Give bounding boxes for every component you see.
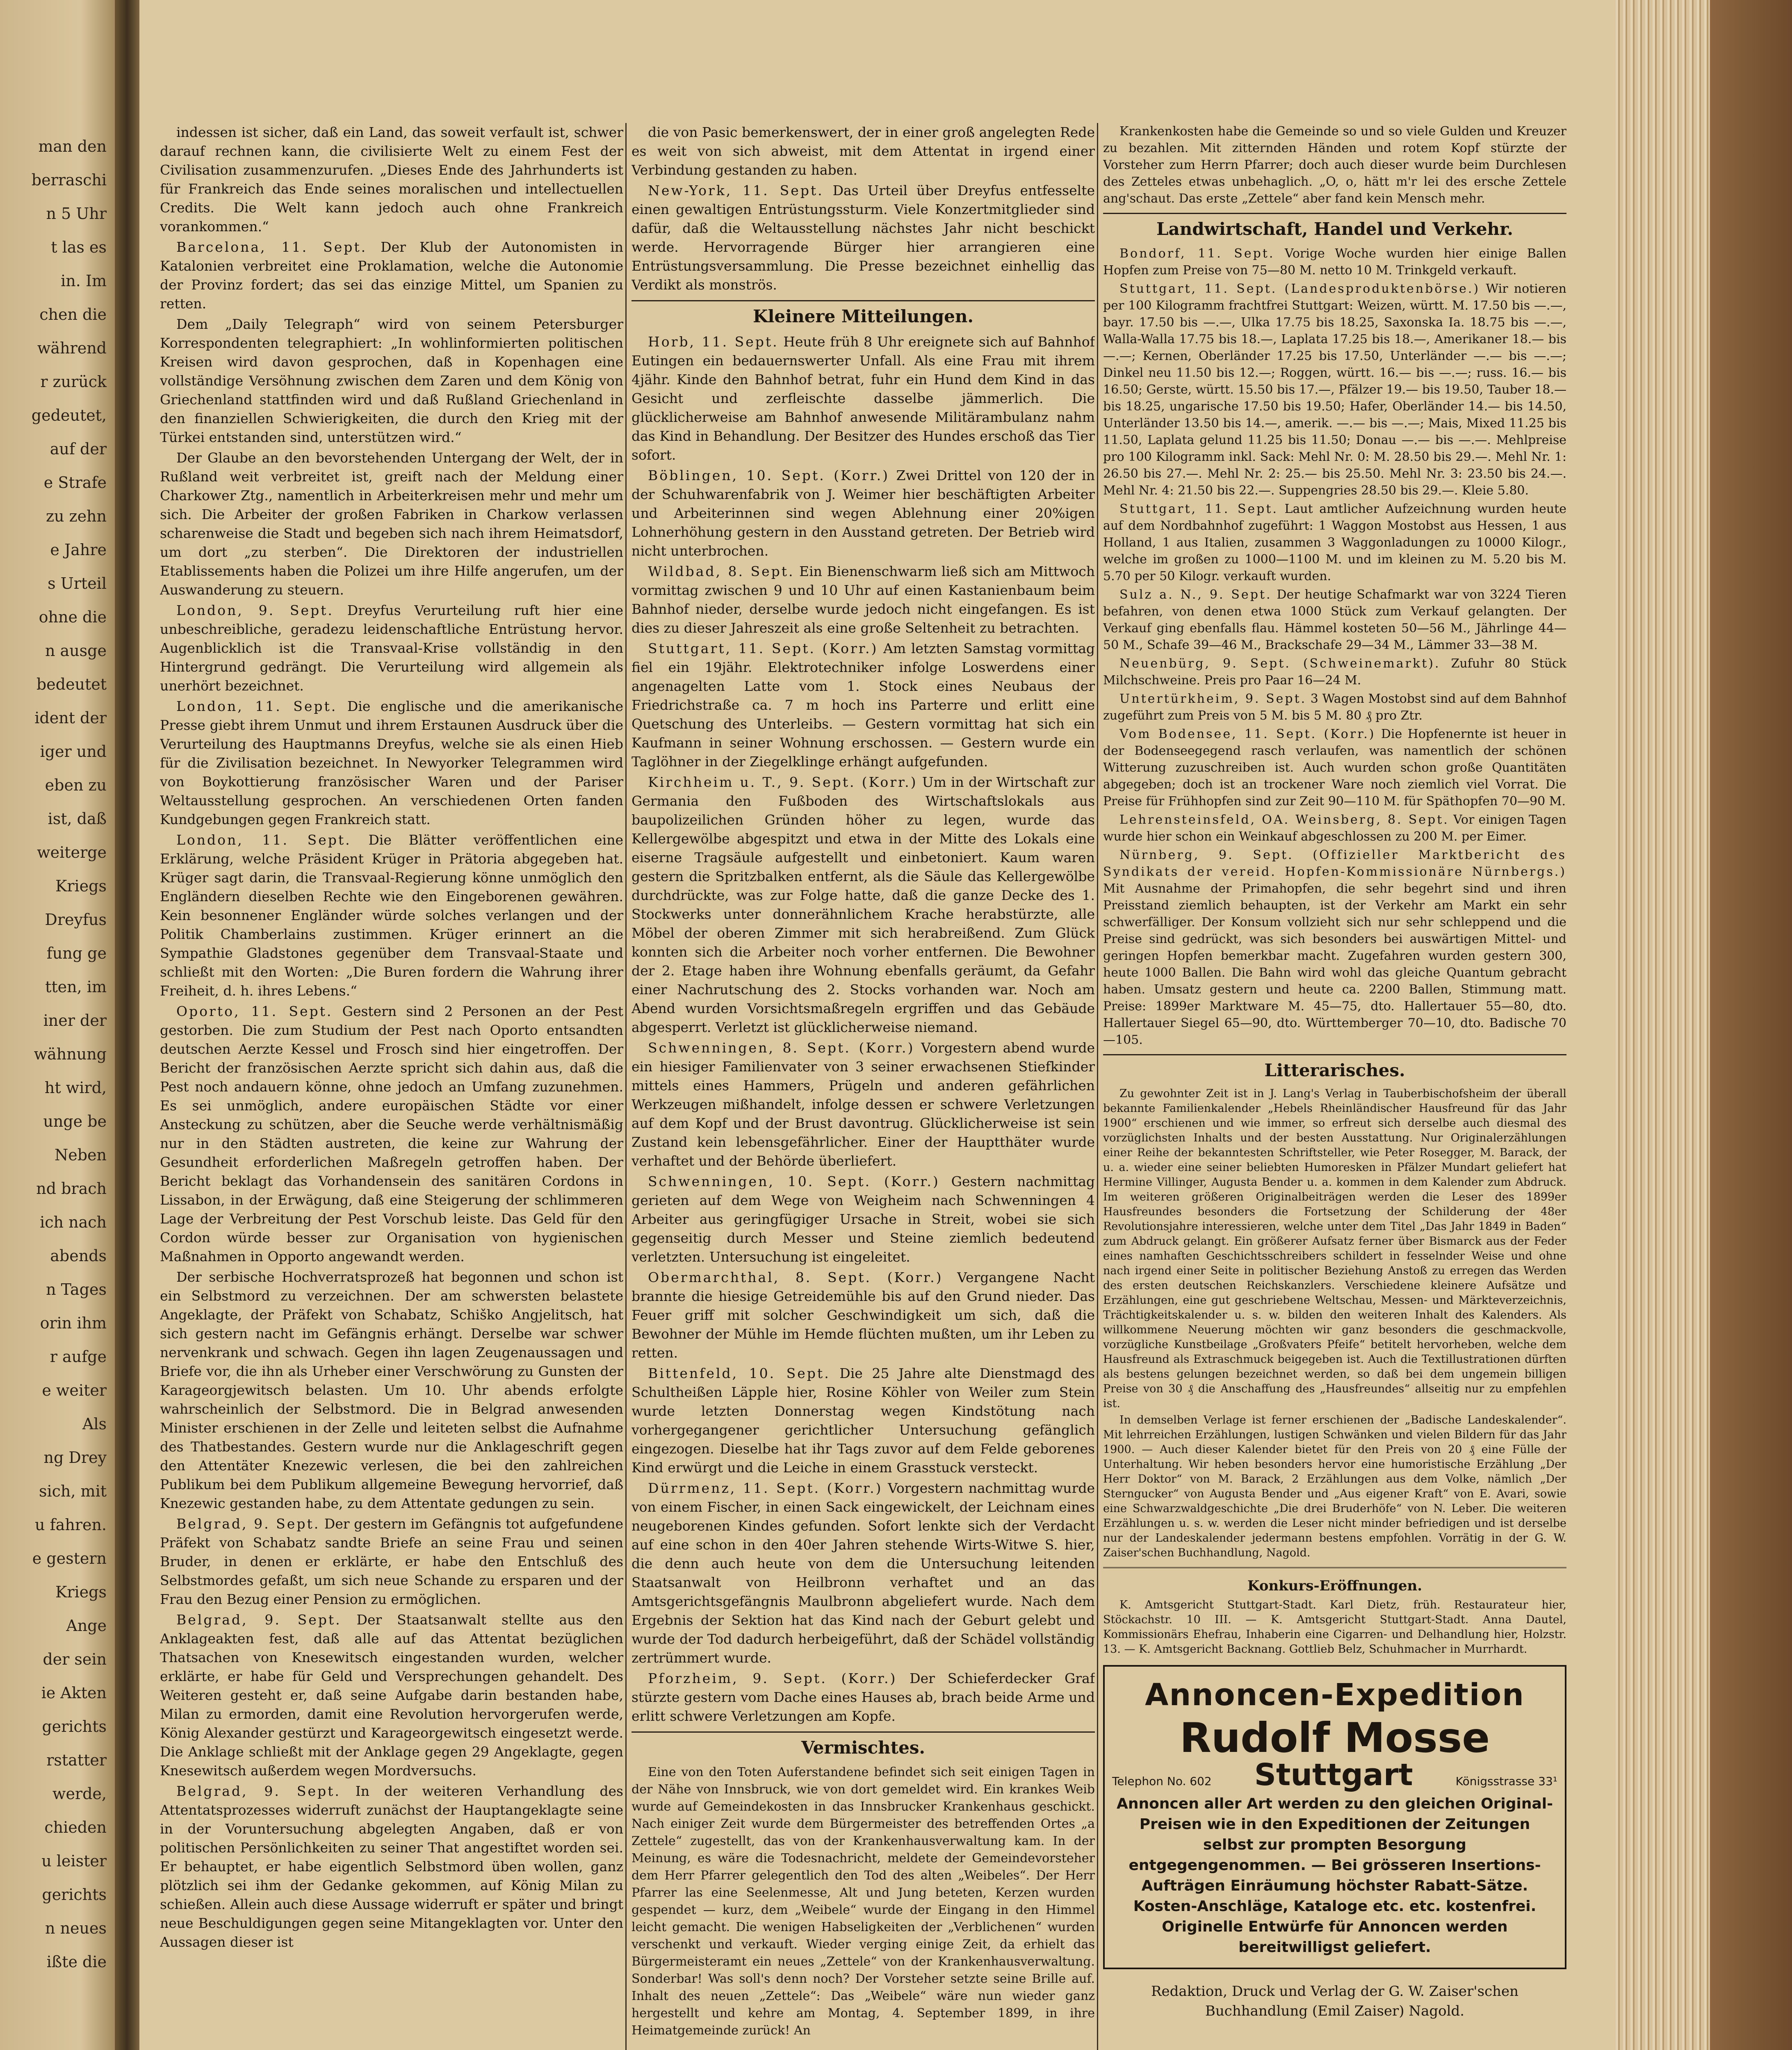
market-report xyxy=(1103,655,1566,689)
article-paragraph: Krankenkosten habe die Gemeinde so und so viele Gulden und Kreuzer zu bezahlen. Mit zitternden Händen und rotem Kopf stürzte der Vorsteher zum Herrn Pfarrer; doch auch dieser wurde beim Durchlesen des Zetteles etwas unbehaglich. „O, o, hätt m'r lei des ersche Zettele ang'schaut. Das erste „Zettele“ aber fand kein Mensch mehr. xyxy=(1103,124,1566,206)
article-paragraph xyxy=(160,1515,623,1609)
dateline: Lehrensteinsfeld, OA. Weinsberg, 8. Sept. xyxy=(1119,813,1449,827)
facing-page-text-fragment: n neues xyxy=(45,1919,107,1937)
facing-page-text-fragment: fung ge xyxy=(46,944,107,962)
facing-page-text-fragment: nd brach xyxy=(36,1180,107,1198)
facing-page-text-fragment: e weiter xyxy=(42,1381,107,1399)
facing-page-text-fragment: chen die xyxy=(39,305,107,323)
news-item xyxy=(632,562,1095,638)
article-paragraph: In demselben Verlage ist ferner erschienen der „Badische Landeskalender“. Mit lehrreichen Erzählungen, lustigen Schwänken und vielen Bildern für das Jahr 1900. — Auch dieser Kalender bietet für den Preis von 20 ₰ eine Fülle der Unterhaltung. Wir heben besonders hervor eine humoristische Erzählung „Der Herr Doktor“ von M. Barack, 2 Erzählungen aus dem Volke, nämlich „Der Sterngucker“ von Augusta Bender und „Aus eigener Kraft“ von E. Avari, sowie eine Schwarzwaldgeschichte „Die drei Bruderhöfe“ von N. Leber. Die weiteren Erzählungen u. s. w. werden die Leser nicht minder befriedigen und ist derselbe nur der Landeskalender jedermann bestens empfohlen. Vorrätig in der G. W. Zaiser'schen Buchhandlung, Nagold. xyxy=(1103,1414,1566,1559)
dateline: Nürnberg, 9. Sept. (Offizieller Marktbericht des Syndikats der vereid. Hopfen-Kommissionäre Nürnbergs.) xyxy=(1103,848,1566,879)
dateline: Wildbad, 8. Sept. xyxy=(648,563,795,579)
article-text: Dreyfus Verurteilung ruft hier eine unbeschreibliche, geradezu leidenschaftliche Entrüstung hervor. Augenblicklich ist die Transvaal-Krise vollständig in den Hintergrund gedrängt. Die Verurteilung wird allgemein als unerhört bezeichnet. xyxy=(160,602,623,694)
facing-page-text-fragment: ist, daß xyxy=(48,810,107,828)
column-rule xyxy=(625,123,627,2050)
dateline: Schwenningen, 10. Sept. (Korr.) xyxy=(648,1173,940,1189)
facing-page-text-fragment: ißte die xyxy=(46,1953,107,1971)
imprint: Redaktion, Druck und Verlag der G. W. Zaiser'schen Buchhandlung (Emil Zaiser) Nagold. xyxy=(1151,1983,1519,2019)
facing-page-text-fragment: e Jahre xyxy=(50,541,107,559)
facing-page-text-fragment: Kriegs xyxy=(55,1583,107,1601)
dateline: Horb, 11. Sept. xyxy=(648,334,779,350)
article-text: Laut amtlicher Aufzeichnung wurden heute auf dem Nordbahnhof zugeführt: 1 Waggon Mostobst aus Hessen, 1 aus Holland, 1 aus Italien, zusammen 3 Waggonladungen zu 10000 Kilogr., welche im großen zu 1000—1100 M. und im kleinen zu M. 5.20 bis M. 5.70 per 50 Kilogr. verkauft wurden. xyxy=(1103,502,1566,583)
article-text: Der heutige Schafmarkt war von 3224 Tieren befahren, von denen etwa 1000 Stück zum Verkauf gelangten. Der Verkauf ging ebenfalls flau. Hämmel kosteten 50—56 M., Jährlinge 44—50 M., Schafe 39—46 M., Brackschafe 29—34 M., Lämmer 33—38 M. xyxy=(1103,588,1566,652)
dateline: Vom Bodensee, 11. Sept. (Korr.) xyxy=(1119,727,1376,741)
dateline: Belgrad, 9. Sept. xyxy=(176,1783,341,1799)
facing-page-text-fragment: der sein xyxy=(43,1650,107,1668)
facing-page-text-fragment: s Urteil xyxy=(48,574,107,592)
ad-city: Stuttgart xyxy=(1254,1757,1413,1793)
dateline: London, 9. Sept. xyxy=(176,602,334,618)
article-text: Der Staatsanwalt stellte aus den Anklageakten fest, daß alle auf das Attentat bezüglichen Thatsachen von Knesewitsch eingestanden wurden, welcher erklärte, er habe für Geld und Versprechungen gehandelt. Des Weiteren gesteht er, daß seine Aufgabe darin bestanden habe, Milan zu ermorden, damit eine Revolution hervorgerufen werde, König Alexander gestürzt und Karageorgewitsch eingesetzt werde. Die Anklage schließt mit der Anklage gegen 29 Angeklagte, gegen Knesewitsch außerdem wegen Mordversuchs. xyxy=(160,1612,623,1779)
facing-page-text-fragment: r aufge xyxy=(50,1348,107,1366)
facing-page-text-fragment: ht wird, xyxy=(44,1079,107,1097)
article-text: Die englische und die amerikanische Presse giebt ihrem Unmut und ihrem Erstaunen Ausdruck über die Verurteilung des Hauptmanns Dreyfus, welche sie als einen Hieb für die Zivilisation bezeichnet. In Newyorker Telegrammen wird von Boykottierung französischer Waren und der Pariser Weltausstellung gesprochen. An verschiedenen Orten fanden Kundgebungen gegen Frankreich statt. xyxy=(160,698,623,827)
facing-page-text-fragment: ident der xyxy=(34,709,107,727)
article-text: Vorige Woche wurden hier einige Ballen Hopfen zum Preise von 75—80 M. netto 10 M. Trinkgeld verkauft. xyxy=(1103,246,1566,278)
facing-page-text-fragment: r zurück xyxy=(40,373,107,391)
ad-address-row xyxy=(1112,1757,1557,1793)
book-page-edges xyxy=(1616,0,1792,2050)
ad-company-name: Rudolf Mosse xyxy=(1179,1714,1490,1762)
article-paragraph xyxy=(160,1782,623,1952)
dateline: Kirchheim u. T., 9. Sept. (Korr.) xyxy=(648,774,918,790)
facing-page-text-fragment: auf der xyxy=(50,440,107,458)
dateline: London, 11. Sept. xyxy=(176,698,337,714)
market-report xyxy=(1103,586,1566,654)
news-item xyxy=(632,1172,1095,1266)
article-paragraph xyxy=(160,831,623,1000)
news-item xyxy=(632,1364,1095,1477)
ad-heading: Annoncen-Expedition xyxy=(1145,1677,1525,1713)
section-heading: Vermischtes. xyxy=(632,1731,1095,1760)
article-text: Die 25 Jahre alte Dienstmagd des Schultheißen Läpple hier, Rosine Köhler von Weiler zum Stein wurde letzten Donnerstag wegen Kindstötung nach vorhergegangener gerichtlicher Untersuchung gefänglich eingezogen. Dieselbe hat ihr Tags zuvor auf dem Felde geborenes Kind erwürgt und die Leiche in einem Grasstuck versteckt. xyxy=(632,1365,1095,1476)
article-text: Wir notieren per 100 Kilogramm frachtfrei Stuttgart: Weizen, württ. M. 17.50 bis —.—, bayr. 17.50 bis —.—, Ulka 17.75 bis 18.25, Saxonska Ia. 18.75 bis —.—, Walla-Walla 17.75 bis 18.—, Laplata 17.25 bis 18.—, Amerikaner 18.— bis —.—; Kernen, Oberländer 17.25 bis 17.50, Unterländer —.— bis —.—; Dinkel neu 11.50 bis 12.—; Roggen, württ. 16.— bis —.—; russ. 16.— bis 16.50; Gerste, württ. 15.50 bis 17.—, Pfälzer 19.— bis 19.50, Tauber 18.— bis 18.25, ungarische 17.50 bis 19.50; Hafer, Oberländer 14.— bis 14.50, Unterländer 13.50 bis 14.—, amerik. —.— bis —.—; Mais, Mixed 11.25 bis 11.50, Laplata gelund 11.25 bis 11.50; Donau —.— bis —.—. Mehlpreise pro 100 Kilogramm inkl. Sack: Mehl Nr. 0: M. 28.50 bis 29.—. Mehl Nr. 1: 26.50 bis 27.—. Mehl Nr. 2: 25.— bis 25.50. Mehl Nr. 3: 23.50 bis 24.—. Mehl Nr. 4: 21.50 bis 22.—. Suppengries 28.50 bis 29.—. Kleie 5.80. xyxy=(1103,282,1566,498)
section-heading: Litterarisches. xyxy=(1103,1054,1566,1082)
article-text: Die Blätter veröffentlichen eine Erklärung, welche Präsident Krüger in Prätoria abgegeben hat. Krüger sagt darin, die Transvaal-Regierung könne unmöglich den Engländern dieselben Rechte wie den Eingeborenen gewähren. Kein besonnener Engländer würde solches verlangen und der Politik Chamberlains zustimmen. Krüger erinnert an die Sympathie Gladstones gegenüber dem Transvaal-Staate und schließt mit den Worten: „Die Buren fordern die Wahrung ihrer Freiheit, d. h. ihres Lebens.“ xyxy=(160,832,623,999)
article-paragraph: die von Pasic bemerkenswert, der in einer groß angelegten Rede es weit von sich abweist, mit dem Attentat in irgend einer Verbindung gestanden zu haben. xyxy=(632,124,1095,178)
column-2 xyxy=(632,123,1095,2050)
notice-text: K. Amtsgericht Stuttgart-Stadt. Karl Dietz, früh. Restaurateur hier, Stöckachstr. 10 III. — K. Amtsgericht Stuttgart-Stadt. Anna Dautel, Kommissionärs Ehefrau, Inhaberin eine Cigarren- und Delhandlung hier, Holzstr. 13. — K. Amtsgericht Backnang. Gottlieb Belz, Schuhmacher in Murrhardt. xyxy=(1103,1599,1566,1656)
column-1 xyxy=(160,123,623,2050)
article-paragraph: Der serbische Hochverratsprozeß hat begonnen und schon ist ein Selbstmord zu verzeichnen. Der am schwersten belastete Angeklagte, der Präfekt von Schabatz, Schiško Angjelitsch, hat sich gestern nacht im Gefängnis erhängt. Derselbe war schwer nervenkrank und schwach. Gegen ihn lagen Zeugenaussagen und Briefe vor, die ihn als Urheber einer Verschwörung zu Gunsten der Karageorgjewitsch belasten. Um 10. Uhr abends erfolgte wahrscheinlich der Selbstmord. Die in Belgrad anwesenden Minister erschienen in der Zelle und leiteten selbst die Aufnahme des Thatbestandes. Gestern wurde nur die Anklageschrift gegen den Attentäter Knezewic verlesen, die bei den zahlreichen Publikum bei dem Publikum allgemeine Bewegung hervorrief, daß Knezewic gestanden habe, zu dem Attentate gedungen zu sein. xyxy=(160,1269,623,1511)
article-text: Der Schieferdecker Graf stürzte gestern vom Dache eines Hauses ab, brach beide Arme und erlitt schwere Verletzungen am Kopfe. xyxy=(632,1670,1095,1724)
facing-page-text-fragment: orin ihm xyxy=(40,1314,107,1332)
facing-page-text-fragment: sich, mit xyxy=(39,1482,107,1500)
facing-page-text-fragment: man den xyxy=(38,137,107,155)
facing-page-text-fragment: tten, im xyxy=(45,978,107,996)
article-text: Das Urteil über Dreyfus entfesselte einen gewaltigen Entrüstungssturm. Viele Konzertmitglieder sind dafür, daß die Weltausstellung nächstes Jahr nicht beschickt werde. Hervorragende Bürger hier arrangieren eine Entrüstungsversammlung. Die Presse bezeichnet einhellig das Verdikt als monströs. xyxy=(632,182,1095,293)
article-paragraph xyxy=(160,238,623,313)
article-paragraph: Der Glaube an den bevorstehenden Untergang der Welt, der in Rußland weit verbreitet ist, greift nach der Meldung einer Charkower Ztg., namentlich in Arbeiterkreisen mehr und mehr um sich. Die Arbeiter der großen Fabriken in Charkow verlassen scharenweise die Stadt und begeben sich nach ihrem Heimatsdorf, um dort „zu sterben“. Die Direktoren der industriellen Etablissements haben die Polizei um ihre Hilfe angerufen, um der Auswanderung zu steuern. xyxy=(160,450,623,598)
dateline: Barcelona, 11. Sept. xyxy=(176,239,367,255)
facing-page-text-fragment: berraschi xyxy=(31,171,107,189)
facing-page-text-fragment: während xyxy=(37,339,107,357)
facing-page-text-fragment: n ausge xyxy=(45,642,107,660)
article-text: Gestern sind 2 Personen an der Pest gestorben. Die zum Studium der Pest nach Oporto entsandten deutschen Aerzte Kessel und Frosch sind hier eingetroffen. Der Bericht der französischen Aerzte spricht sich dahin aus, daß die Pest noch andauern könne, ohne jedoch an Umfang zuzunehmen. Es sei unmöglich, andere europäischen Städte vor einer Ansteckung zu schützen, aber die Seuche werde verhältnismäßig nur in den Städten austreten, die keine zur Wahrung der Gesundheit erforderlichen Maßregeln getroffen haben. Der Bericht beklagt das Vorhandensein des sanitären Cordons in Lissabon, in der Erwägung, daß eine Steigerung der schlimmeren Lage der Verbreitung der Pest Vorschub leiste. Das Geld für den Cordon würde besser zur Organisation von hygienischen Maßnahmen in Opporto angewandt werden. xyxy=(160,1003,623,1264)
news-item xyxy=(632,466,1095,560)
article-text: Gestern nachmittag gerieten auf dem Wege von Weigheim nach Schwenningen 4 Arbeiter aus geringfügiger Ursache in Streit, wobei sie sich gegenseitig durch Messer und Steine ziemlich bedeutend verletzten. Untersuchung ist eingeleitet. xyxy=(632,1173,1095,1265)
article-paragraph: indessen ist sicher, daß ein Land, das soweit verfault ist, schwer darauf rechnen kann, die civilisierte Welt zu einem Fest der Civilisation zusammenzurufen. „Dieses Ende des Jahrhunderts ist für Frankreich das Ende seines moralischen und intellectuellen Credits. Die Welt kann jedoch auch ohne Frankreich vorankommen.“ xyxy=(160,124,623,235)
market-report xyxy=(1103,726,1566,810)
facing-page-text-fragment: Dreyfus xyxy=(45,911,107,929)
facing-page-text-fragment: gerichts xyxy=(42,1886,107,1904)
facing-page-text-fragment: in. Im xyxy=(61,272,107,290)
dateline: Untertürkheim, 9. Sept. xyxy=(1119,692,1307,706)
section-heading: Landwirtschaft, Handel und Verkehr. xyxy=(1103,213,1566,241)
facing-page-text-fragment: eben zu xyxy=(45,776,107,794)
dateline: Neuenbürg, 9. Sept. (Schweinemarkt). xyxy=(1119,656,1441,671)
news-item xyxy=(632,639,1095,771)
facing-page-text-fragment: rstatter xyxy=(46,1751,107,1769)
article-paragraph xyxy=(160,1610,623,1780)
facing-page-text-fragment: Kriegs xyxy=(55,877,107,895)
facing-page-text-fragment: ie Akten xyxy=(41,1684,107,1702)
dateline: Bondorf, 11. Sept. xyxy=(1119,246,1275,261)
article-text: Der Klub der Autonomisten in Katalonien verbreitet eine Proklamation, welche die Autonomie der Provinz fordert; das sei das einzige Mittel, um Spanien zu retten. xyxy=(160,239,623,312)
facing-page-text-fragment: zu zehn xyxy=(46,507,107,525)
facing-page-text-fragment: u leister xyxy=(41,1852,107,1870)
facing-page-text-fragment: chieden xyxy=(44,1818,107,1836)
article-text: Die Hopfenernte ist heuer in der Bodenseegegend rasch verlaufen, was namentlich der schönen Witterung zuzuschreiben ist. Auch wurden schon große Quantitäten abgegeben; doch ist an trockener Ware noch ziemlich viel Vorrat. Die Preise für Frühhopfen sind zur Zeit 90—110 M. für Späthopfen 70—90 M. xyxy=(1103,727,1566,809)
section-heading: Kleinere Mitteilungen. xyxy=(632,300,1095,328)
market-report xyxy=(1103,811,1566,845)
dateline: Belgrad, 9. Sept. xyxy=(176,1516,320,1532)
dateline: Dürrmenz, 11. Sept. (Korr.) xyxy=(648,1480,883,1496)
market-report xyxy=(1103,280,1566,499)
market-report xyxy=(1103,847,1566,1048)
section-heading: Konkurs-Eröffnungen. xyxy=(1247,1578,1423,1594)
facing-page-text-fragment: ich nach xyxy=(40,1213,107,1231)
facing-page-text-fragment: e Strafe xyxy=(43,474,107,492)
news-item xyxy=(632,333,1095,465)
article-paragraph: Dem „Daily Telegraph“ wird von seinem Petersburger Korrespondenten telegraphiert: „In wohlinformierten politischen Kreisen wird davon gesprochen, daß in Kopenhagen eine vollständige Versöhnung zwischen dem Zaren und dem König von Griechenland stattfinden wird und daß Rußland Griechenland in den finanziellen Schwierigkeiten, die durch den Krieg mit der Türkei entstanden sind, unterstützen wird.“ xyxy=(160,316,623,445)
facing-page-text-fragment: t las es xyxy=(51,238,107,256)
facing-page-text-fragment: iner der xyxy=(43,1011,107,1030)
article-text: Um in der Wirtschaft zur Germania den Fußboden des Wirtschaftslokals aus baupolizeilichen Gründen höher zu legen, wurde das Kellergewölbe abgespitzt und etwa in der Mitte des Lokals eine eiserne Tragsäule aufgestellt und einbetoniert. Kaum waren gestern die Spritzbalken entfernt, als die Säule das Kellergewölbe durchdrückte, was zur Folge hatte, daß die ganze Decke des 1. Stockwerks unter donnerähnlichem Krache herabstürzte, alle Möbel der oberen Zimmer mit sich herabreißend. Zum Glück konnten sich die Arbeiter noch vorher entfernen. Die Bewohner der 2. Etage haben ihre Wohnung ebenfalls geräumt, da Gefahr einer Nachrutschung des 2. Stocks vorhanden war. Noch am Abend wurden Vorsichtsmaßregeln ergriffen und das Gebäude abgesperrt. Verletzt ist glücklicherweise niemand. xyxy=(632,774,1095,1035)
article-text: Am letzten Samstag vormittag fiel ein 19jähr. Elektrotechniker infolge Loswerdens einer angenagelten Latte vom 1. Stock eines Neubaus der Friedrichstraße ca. 7 m hoch ins Parterre und erlitt eine Quetschung des Unterleibs. — Gestern vormittag hat sich ein Kaufmann in seiner Wohnung erschossen. — Gestern wurde ein Taglöhner in der Ziegelklinge erhängt aufgefunden. xyxy=(632,640,1095,770)
article-paragraph xyxy=(160,601,623,695)
dateline: Pforzheim, 9. Sept. (Korr.) xyxy=(648,1670,897,1686)
article-text: 3 Wagen Mostobst sind auf dem Bahnhof zugeführt zum Preis von 5 M. bis 5 M. 80 ₰ pro Ztr. xyxy=(1103,692,1566,723)
facing-page-text-fragment: abends xyxy=(50,1247,107,1265)
article-text: Vor einigen Tagen wurde hier schon ein Weinkauf abgeschlossen zu 200 M. per Eimer. xyxy=(1103,813,1566,844)
facing-page-text-fragment: e gestern xyxy=(32,1549,107,1567)
ad-telephone: Telephon No. 602 xyxy=(1112,1774,1212,1788)
news-item xyxy=(632,1039,1095,1171)
article-text: In der weiteren Verhandlung des Attentatsprozesses widerruft zunächst der Hauptangeklagte seine in der Voruntersuchung abgelegten Angaben, daß er von politischen Persönlichkeiten zu seiner That angestiftet worden sei. Er behauptet, er habe eigentlich Selbstmord üben wollen, ganz plötzlich sei ihm der Gedanke gekommen, auf König Milan zu schießen. Allein auch diese Aussage widerruft er später und bringt neue Beschuldigungen gegen seine Mitangeklagten vor. Unter den Aussagen dieser ist xyxy=(160,1783,623,1950)
market-report xyxy=(1103,690,1566,724)
column-3 xyxy=(1103,123,1566,2050)
article-paragraph xyxy=(632,181,1095,294)
facing-page-text-fragment: u fahren. xyxy=(35,1516,107,1534)
article-paragraph: Eine von den Toten Auferstandene befindet sich seit einigen Tagen in der Nähe von Innsbruck, wie von dort gemeldet wird. Ein krankes Weib wurde auf Gemeindekosten in das Innsbrucker Krankenhaus geschickt. Nach einiger Zeit wurde dem Bürgermeister des betreffenden Ortes „a Zettele“ zugestellt, das von der Krankenhausverwaltung kam. In der Meinung, es wäre die Todesnachricht, meldete der Gemeindevorsteher dem Herr Pfarrer gelegentlich den Tod des alten „Weibeles“. Der Herr Pfarrer las eine Seelenmesse, Alt und Jung beteten, Kerzen wurden gespendet — kurz, dem „Weibele“ wurde der Eingang in den Himmel leicht gemacht. Die wenigen Habseligkeiten der „Verblichenen“ wurden verschenkt und verkauft. Wieder verging einige Zeit, da erhielt das Bürgermeisteramt ein neues „Zettele“ von der Krankenhausverwaltung. Sonderbar! Was soll's denn noch? Der Vorsteher setzte seine Brille auf. Inhalt des neuen „Zettele“: Das „Weibele“ wäre nun wieder ganz hergestellt und kehre am Montag, 4. September 1899, in ihre Heimatgemeinde zurück! An xyxy=(632,1765,1095,2038)
facing-page-text-fragment: n 5 Uhr xyxy=(46,205,107,223)
dateline: Oporto, 11. Sept. xyxy=(176,1003,333,1019)
ad-body: Annoncen aller Art werden zu den gleichen Original-Preisen wie in den Expeditionen der Zeitungen selbst zur prompten Besorgung entgegengenommen. — Bei grösseren Insertions-Aufträgen Einräumung höchster Rabatt-Sätze. Kosten-Anschläge, Kataloge etc. etc. kostenfrei. Originelle Entwürfe für Annoncen werden bereitwilligst geliefert. xyxy=(1116,1795,1553,1956)
bankruptcy-notices xyxy=(1103,1567,1566,1657)
facing-page-text-fragment: bedeutet xyxy=(36,675,107,693)
facing-page-text-fragment: ohne die xyxy=(39,608,107,626)
dateline: Sulz a. N., 9. Sept. xyxy=(1119,588,1272,602)
dateline: New-York, 11. Sept. xyxy=(648,182,824,198)
facing-page-fragment xyxy=(0,0,115,2050)
article-paragraph: Zu gewohnter Zeit ist in J. Lang's Verlag in Tauberbischofsheim der überall bekannte Familienkalender „Hebels Rheinländischer Hausfreund für das Jahr 1900“ erschienen und wie immer, so erfreut sich derselbe auch diesmal des vorzüglichsten Inhalts und der besten Ausstattung. Nur Originalerzählungen einer Reihe der bekanntesten Schriftsteller, wie Peter Rosegger, M. Barack, der u. a. wieder eine seiner beliebten Humoresken in Pfälzer Mundart geliefert hat Hermine Villinger, Augusta Bender u. a. kommen in dem Kalender zum Abdruck. Im weiteren größeren Originalbeiträgen werden die Leser des 1899er Hausfreundes besonders die Fortsetzung der Schilderung der 48er Revolutionsjahre interessieren, welche unter dem Titel „Das Jahr 1849 in Baden“ zum Abdruck gelangt. Ein größerer Aufsatz ferner über Bismarck aus der Feder eines namhaften Geschichtsschreibers schildert in fesselnder Weise und ohne nach irgend einer Seite in politischer Beziehung Anstoß zu erregen das Werden des ersten deutschen Reichskanzlers. Verschiedene kleinere Aufsätze und Erzählungen, eine gut geschriebene Weltschau, Messen- und Märkteverzeichnis, Trächtigkeitskalender u. s. w. bilden den weiteren Inhalt des Kalenders. Als willkommene Neuerung möchten wir ganz besonders die geschmackvolle, vorzügliche Kunstbeilage „Großvaters Pfeife“ betitelt hervorheben, welche dem Hausfreund als Extraschmuck beigegeben ist. Auch die Textillustrationen dürften als bestens gelungen bezeichnet werden, so daß bei dem ungemein billigen Preise von 30 ₰ die Anschaffung des „Hausfreundes“ allseitig nur zu empfehlen ist. xyxy=(1103,1087,1566,1410)
facing-page-text-fragment: gedeutet, xyxy=(31,406,107,424)
facing-page-text-fragment: wähnung xyxy=(34,1045,107,1063)
dateline: Stuttgart, 11. Sept. xyxy=(1119,502,1278,516)
dateline: Schwenningen, 8. Sept. (Korr.) xyxy=(648,1040,915,1056)
facing-page-text-fragment: Ange xyxy=(66,1617,107,1635)
article-text: Vorgestern nachmittag wurde von einem Fischer, in einen Sack eingewickelt, der Leichnam eines neugeborenen Kindes gefunden. Sofort lenkte sich der Verdacht auf eine schon in den 40er Jahren stehende Wirts-Witwe S. hier, die denn auch heute von dem die Untersuchung leitenden Staatsanwalt von Heilbronn verhaftet und an das Amtsgerichtsgefängnis Maulbronn abgeliefert wurde. Nach dem Ergebnis der Sektion hat das Kind nach der Geburt gelebt und wurde der Tod dadurch herbeigeführt, daß der Schädel vollständig zertrümmert wurde. xyxy=(632,1480,1095,1666)
news-item xyxy=(632,1479,1095,1667)
market-report xyxy=(1103,245,1566,279)
dateline: Stuttgart, 11. Sept. (Landesproduktenbörse.) xyxy=(1119,282,1480,296)
article-text: Heute früh 8 Uhr ereignete sich auf Bahnhof Eutingen ein bedauernswerter Unfall. Als eine Frau mit ihrem 4jähr. Kinde den Bahnhof betrat, fuhr ein Hund dem Kind in das Gesicht und zerfleischte dasselbe jämmerlich. Die glücklicherweise am Bahnhof anwesende Militärambulanz nahm das Kind in Behandlung. Der Besitzer des Hundes erschoß das Tier sofort. xyxy=(632,334,1095,463)
facing-page-text-fragment: unge be xyxy=(43,1112,107,1130)
facing-page-text-fragment: ng Drey xyxy=(43,1449,107,1467)
book-gutter xyxy=(115,0,139,2050)
article-text: Ein Bienenschwarm ließ sich am Mittwoch vormittag zwischen 9 und 10 Uhr auf einen Kastanienbaum beim Bahnhof nieder, derselbe wurde jedoch nicht eingefangen. Es ist dies zu dieser Jahreszeit als eine große Seltenheit zu betrachten. xyxy=(632,563,1095,636)
news-item xyxy=(632,773,1095,1037)
article-text: Der gestern im Gefängnis tot aufgefundene Präfekt von Schabatz sandte Briefe an seine Frau und seinen Bruder, in denen er erklärte, er habe den Entschluß des Selbstmordes gefaßt, um sich neue Schande zu ersparen und der Frau den Bezug einer Pension zu ermöglichen. xyxy=(160,1516,623,1607)
article-text: Vergangene Nacht brannte die hiesige Getreidemühle bis auf den Grund nieder. Das Feuer griff mit solcher Geschwindigkeit um sich, daß die Bewohner der Mühle im Hemde flüchten mußten, um ihr Leben zu retten. xyxy=(632,1269,1095,1361)
facing-page-text-fragment: Als xyxy=(82,1415,107,1433)
facing-page-text-fragment: gerichts xyxy=(42,1717,107,1736)
column-rule xyxy=(1097,123,1098,2050)
facing-page-text-fragment: Neben xyxy=(54,1146,107,1164)
news-item xyxy=(632,1268,1095,1362)
facing-page-text-fragment: werde, xyxy=(52,1785,107,1803)
article-paragraph xyxy=(160,697,623,829)
dateline: Böblingen, 10. Sept. (Korr.) xyxy=(648,467,889,483)
facing-page-text-fragment: n Tages xyxy=(46,1280,107,1298)
dateline: Obermarchthal, 8. Sept. (Korr.) xyxy=(648,1269,943,1285)
book-binding xyxy=(1710,0,1792,2050)
dateline: Stuttgart, 11. Sept. (Korr.) xyxy=(648,640,878,656)
facing-page-text-fragment: iger und xyxy=(40,743,107,761)
article-text: Zwei Drittel von 120 der in der Schuhwarenfabrik von J. Weimer hier beschäftigten Arbeiter und Arbeiterinnen sind wegen Ablehnung einer 20%igen Lohnerhöhung gestern in den Ausstand getreten. Der Betrieb wird nicht unterbrochen. xyxy=(632,467,1095,559)
ad-street: Königsstrasse 33¹ xyxy=(1455,1774,1557,1788)
advertisement-rudolf-mosse xyxy=(1103,1665,1566,1969)
market-report xyxy=(1103,501,1566,585)
facing-page-text-fragment: weiterge xyxy=(37,843,107,861)
dateline: London, 11. Sept. xyxy=(176,832,351,848)
article-text: Vorgestern abend wurde ein hiesiger Familienvater von 3 seiner erwachsenen Stiefkinder mittels eines Hammers, Prügeln und anderen gefährlichen Werkzeugen mißhandelt, infolge dessen er schwere Verletzungen auf dem Kopf und der Brust davontrug. Glücklicherweise ist sein Zustand kein lebensgefährlicher. Einer der Hauptthäter wurde verhaftet und der Behörde überliefert. xyxy=(632,1040,1095,1169)
dateline: Bittenfeld, 10. Sept. xyxy=(648,1365,830,1381)
article-text: Zufuhr 80 Stück Milchschweine. Preis pro Paar 16—24 M. xyxy=(1103,656,1566,688)
news-item xyxy=(632,1669,1095,1726)
dateline: Belgrad, 9. Sept. xyxy=(176,1612,342,1628)
article-text: Mit Ausnahme der Primahopfen, die sehr begehrt sind und ihren Preisstand ziemlich behaupten, ist der Verkehr am Markt ein sehr schwerfälliger. Der Konsum vollzieht sich nur sehr schleppend und die Preise sind gedrückt, was sich besonders bei auswärtigen Mittel- und geringen Hopfen bemerkbar macht. Zugefahren wurden gestern 300, heute 1000 Ballen. Die Bahn wird wohl das gleiche Quantum gebracht haben. Umsatz gestern und heute ca. 2200 Ballen, Stimmung matt. Preise: 1899er Marktware M. 45—75, dto. Hallertauer 55—80, dto. Hallertauer Siegel 65—90, dto. Württemberger 70—10, dto. Badische 70—105. xyxy=(1103,882,1566,1047)
article-paragraph xyxy=(160,1002,623,1266)
